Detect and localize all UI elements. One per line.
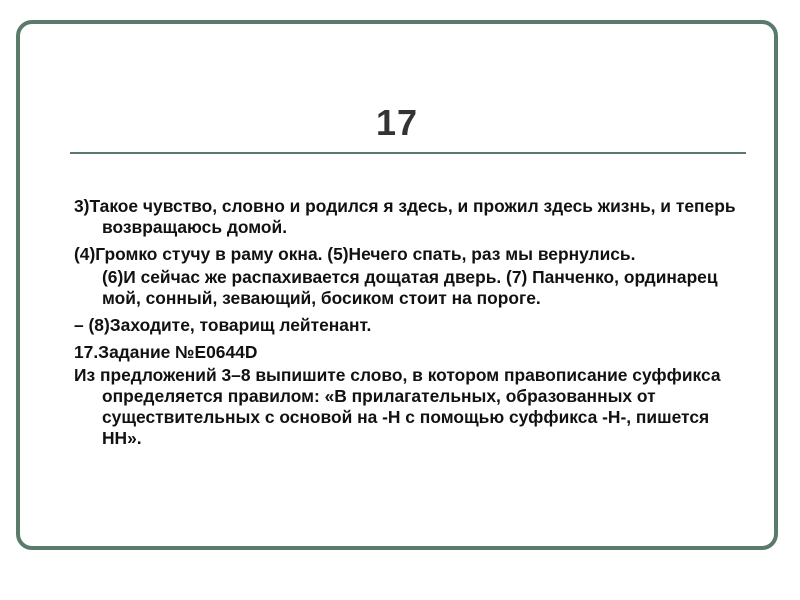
title-divider [70,152,746,154]
task-number: 17.Задание №E0644D [74,342,258,362]
paragraph-sentences-4-5: (4)Громко стучу в раму окна. (5)Нечего спать, раз мы вернулись. [74,244,636,264]
slide-frame [16,20,778,550]
task-question: Из предложений 3–8 выпишите слово, в котором правописание суффикса определяется правилом: «В прилагательных, образованных от существительных с основой на -Н с помощью суффикса -Н-, пишется НН». [74,365,721,448]
slide-title: 17 [375,102,419,143]
paragraph-sentence-8: – (8)Заходите, товарищ лейтенант. [74,315,372,335]
paragraph-sentence-3: 3)Такое чувство, словно и родился я здесь, и прожил здесь жизнь, и теперь возвращаюсь домой. [74,196,736,237]
paragraph-sentences-6-7: (6)И сейчас же распахивается дощатая дверь. (7) Панченко, ординарец мой, сонный, зевающий, босиком стоит на пороге. [102,267,718,308]
slide-content [74,196,744,455]
